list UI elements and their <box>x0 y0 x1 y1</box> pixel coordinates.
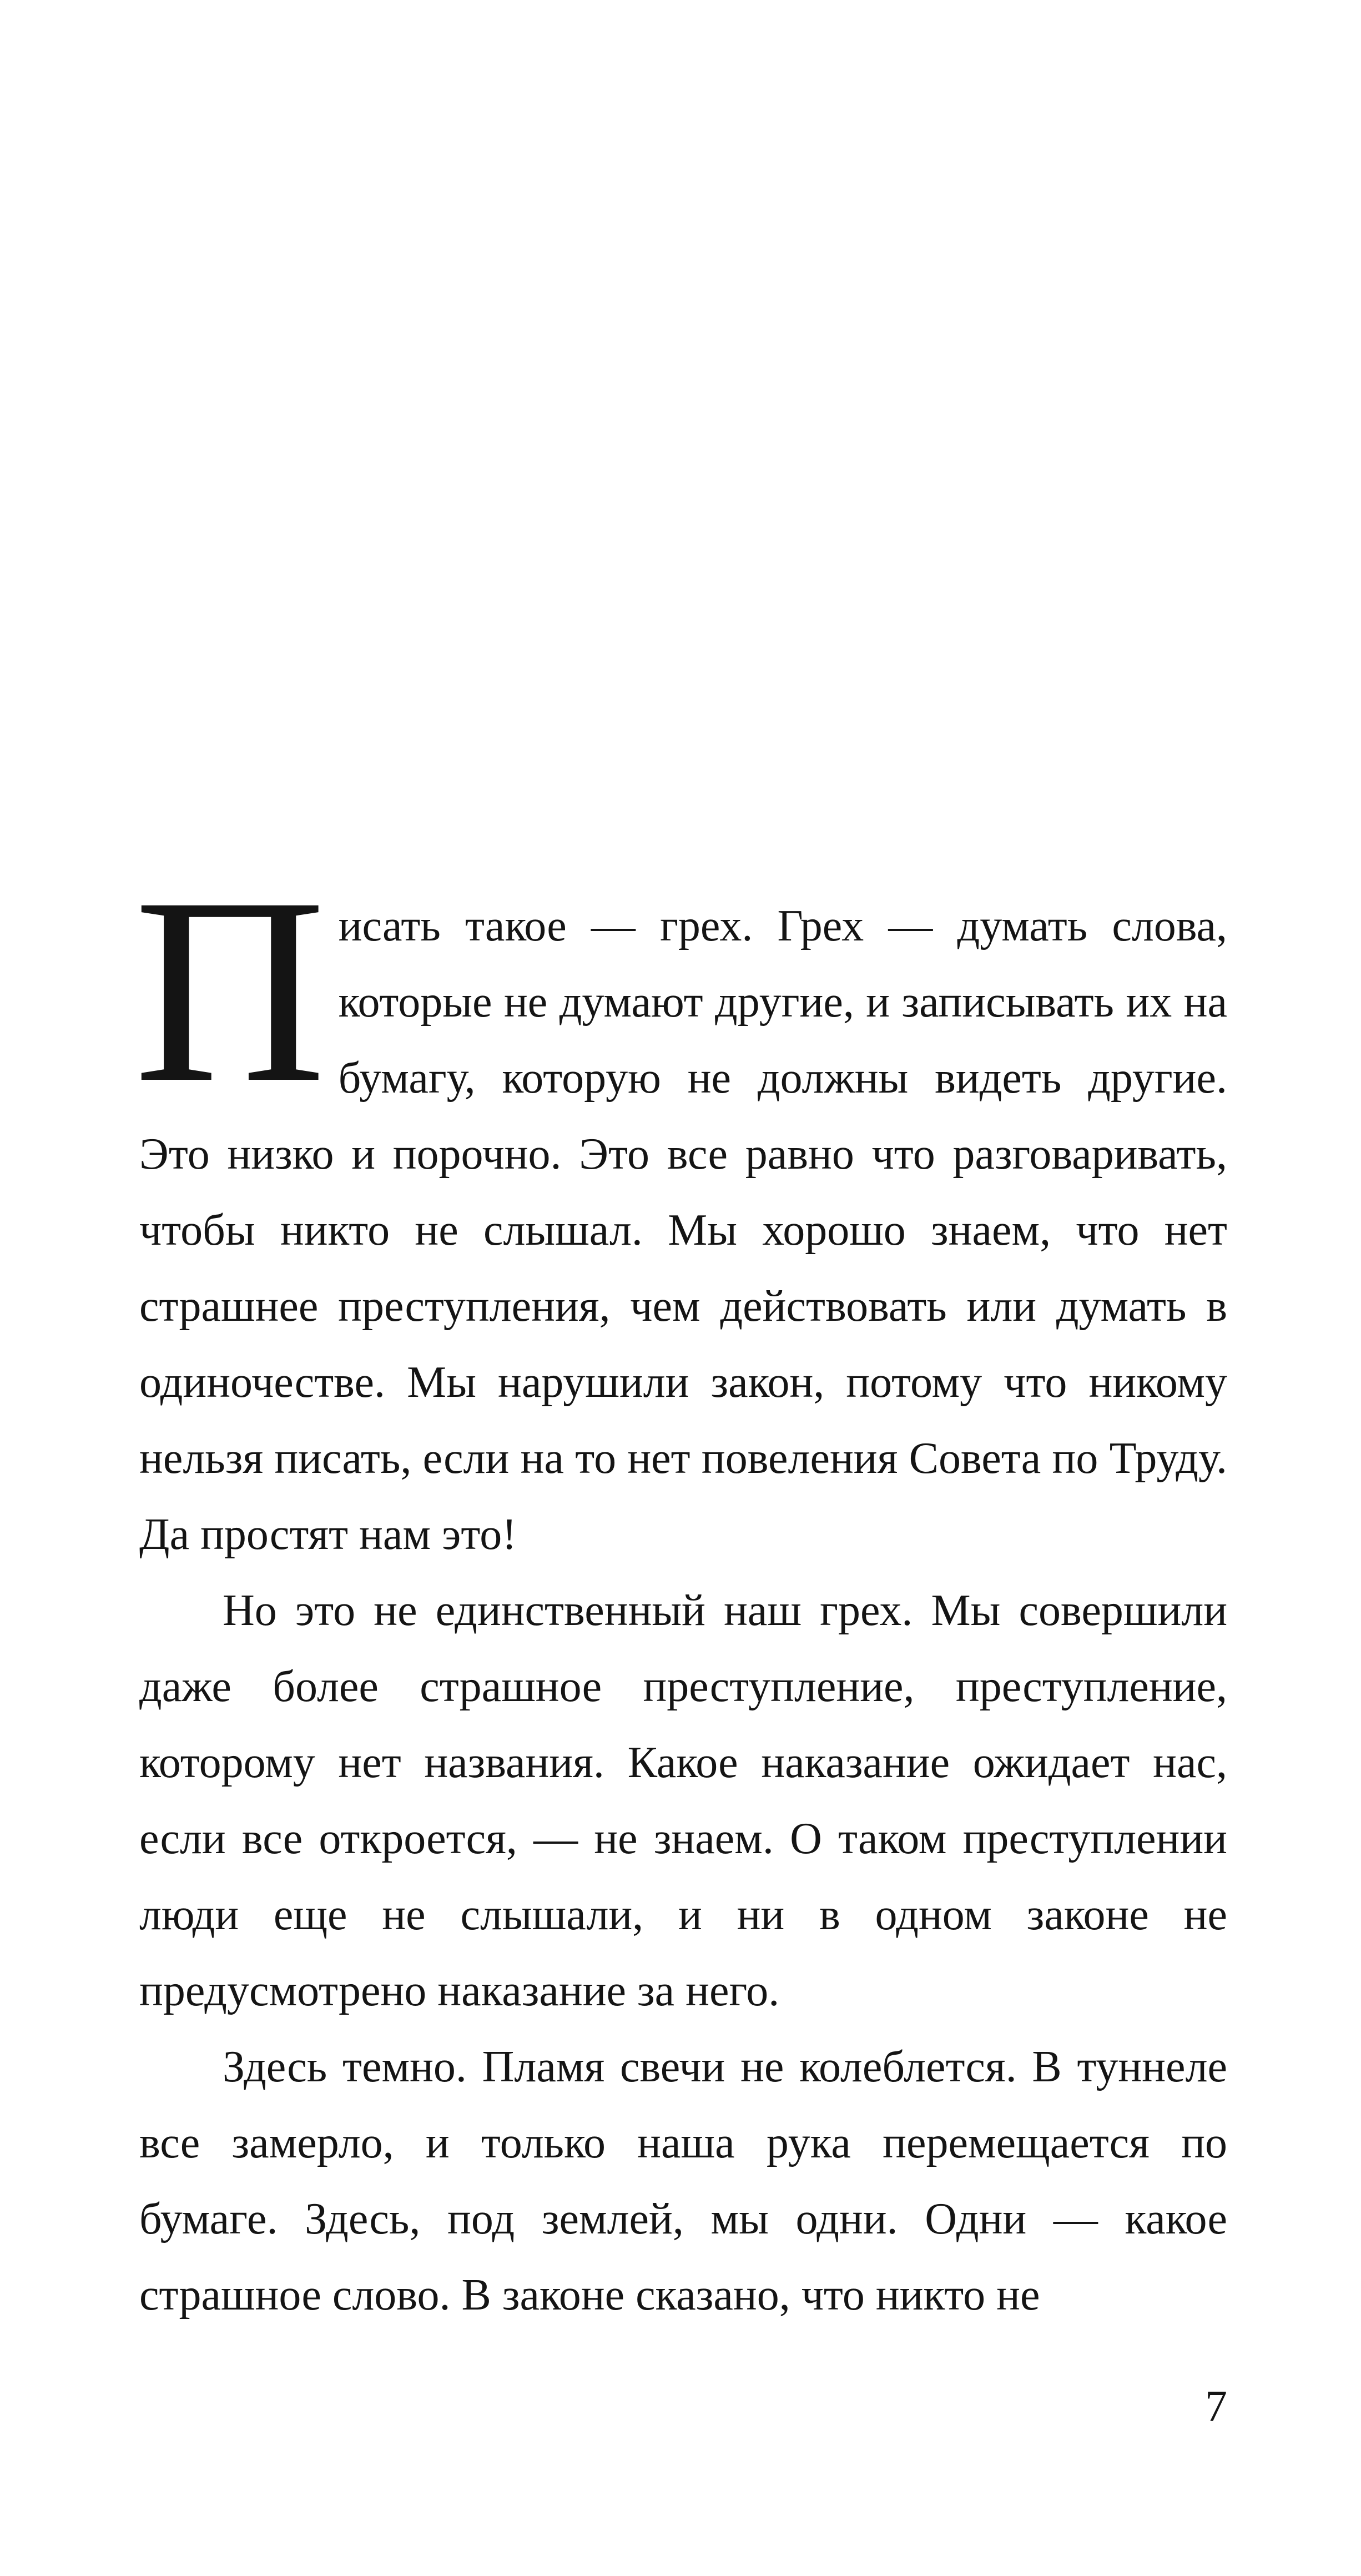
paragraph-2: Но это не единственный наш грех. Мы совершили даже более страшное преступление, преступление, которому нет названия. Какое наказание ожидает нас, если все откроется, — не знаем. О таком преступлении люди еще не слышали, и ни в одном законе не предусмотрено наказание за него. <box>139 1586 1227 2015</box>
paragraph-3: Здесь темно. Пламя свечи не колеблется. В туннеле все замерло, и только наша рука перемещается по бумаге. Здесь, под землей, мы одни. Одни — какое страшное слово. В законе сказано, что никто не <box>139 2042 1227 2320</box>
paragraph-1-text: исать такое — грех. Грех — думать слова, которые не думают другие, и записывать их на бумагу, которую не должны видеть другие. Это низко и порочно. Это все равно что разговаривать, чтобы никто не слышал. Мы хорошо знаем, что нет страшнее преступления, чем действовать или думать в одиночестве. Мы нарушили закон, потому что никому нельзя писать, если на то нет повеления Совета по Труду. Да простят нам это! <box>139 902 1227 1559</box>
drop-cap: П <box>134 842 326 1138</box>
paragraph-1 <box>134 842 1227 1573</box>
page-body <box>134 842 1227 2333</box>
page-number: 7 <box>1205 2382 1227 2431</box>
